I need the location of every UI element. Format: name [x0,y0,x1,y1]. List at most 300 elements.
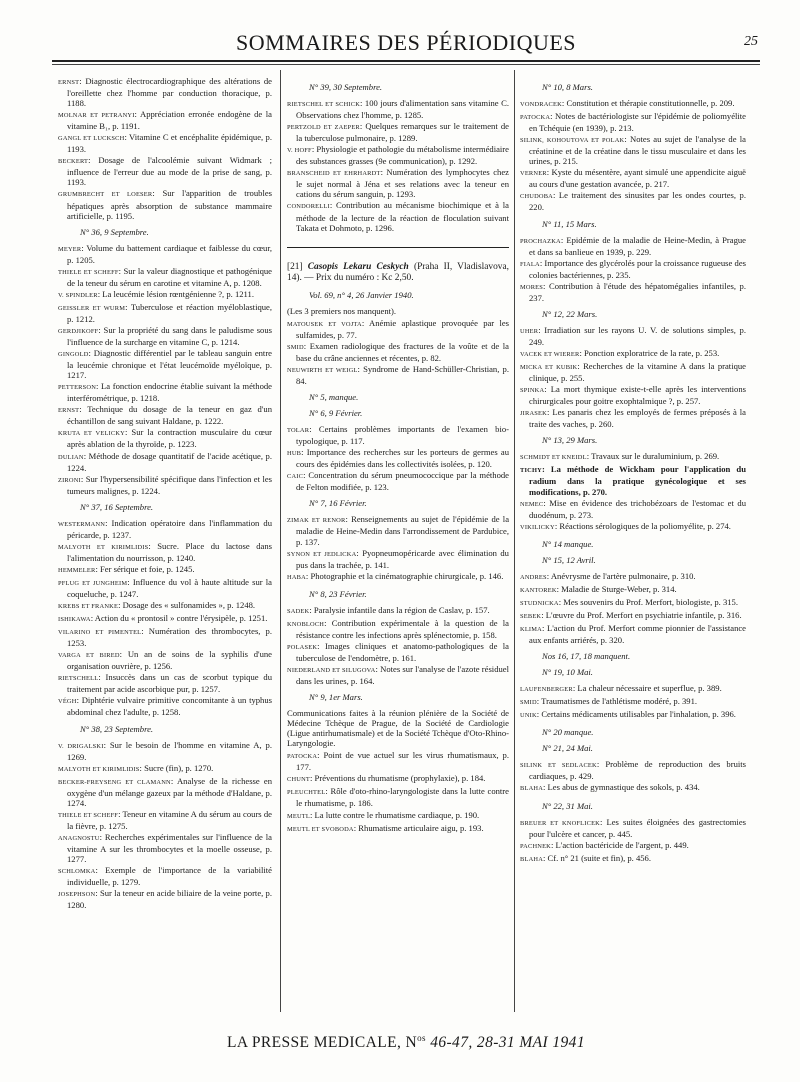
article-entry [58,348,272,380]
issue-heading: N° 14 manque. [542,538,594,549]
entry-title: : Technique du dosage de la teneur en gaz d'un échantillon de sang suivant Haldane, p. 1222. [67,404,272,427]
entry-title: : Volume du battement cardiaque et faiblesse du cœur, p. 1205. [67,242,272,265]
entry-title: : Examen radiologique des fractures de la voûte et de la base du crâne anciennes et récentes, p. 82. [296,340,509,363]
entry-title: : L'œuvre du Prof. Merfort en psychiatrie infantile, p. 316. [541,609,742,620]
article-entry [287,318,509,340]
article-entry [287,548,509,570]
entry-title: : Dosage de l'alcoolémie suivant Widmark ; influence de l'erreur due au mode de la prise de sang, p. 1193. [67,155,272,188]
article-entry [287,341,509,363]
article-entry [287,810,509,822]
entry-authors: NEUWIRTH ET WEIGL [287,366,358,374]
entry-title: : Sur la valeur diagnostique et pathogénique de la teneur du sérum en carotine et vitamine A, p. 1208. [67,265,272,288]
entry-authors: PATOCKA [520,114,551,122]
entry-title: : Les suites éloignées des gastrectomies pour l'ulcère et cancer, p. 445. [529,816,746,839]
entry-authors: MALYOTH ET KIRIMLIDIS [58,765,140,773]
section-divider [287,247,509,248]
article-entry [520,709,746,721]
entry-authors: VÉGH [58,698,77,706]
article-entry [520,597,746,609]
article-entry [58,577,272,599]
article-entry [58,243,272,265]
entry-title: : Pyopneumopéricarde avec élimination du pus dans la trachée, p. 141. [296,547,509,570]
entry-title: : Numération des lymphocytes chez le sujet normal à Jéna et ses relations avec la teneur en cations du sérum sanguin, p. 1293. [296,167,509,200]
article-entry [58,600,272,612]
entry-authors: SMID [520,699,537,707]
entry-title: : Rhumatisme articulaire aigu, p. 193. [353,822,484,833]
article-entry [58,695,272,717]
entry-title: : Teneur en vitamine A du sérum au cours de la fièvre, p. 1275. [67,808,272,831]
entry-authors: FIALA [520,260,540,268]
entry-title: : Contribution au mécanisme biochimique et à la méthode de la lecture de la réaction de floculation suivant Takata et Dohmoto, p. 1296. [296,200,509,233]
entry-title: : Influence du vol à haute altitude sur la coqueluche, p. 1247. [67,576,272,600]
entry-authors: WESTERMANN [58,520,106,528]
entry-authors: ERNST [58,407,80,415]
article-entry [58,809,272,831]
entry-title: : Appréciation erronée endogène de la vitamine B₁, p. 1191. [67,109,272,132]
entry-authors: V. HOFF [287,147,312,155]
article-entry [58,188,272,220]
article-entry [287,144,509,166]
entry-title: : Traumatismes de l'athlétisme modéré, p. 391. [536,696,698,707]
entry-title: : Sucre. Place du lactose dans l'alimentation du nourrisson, p. 1240. [67,540,272,563]
entry-authors: HUB [287,450,302,458]
entry-title: : Anévrysme de l'artère pulmonaire, p. 310. [546,570,696,581]
issue-heading: N° 13, 29 Mars. [542,435,598,446]
entry-authors: MATOUSEK ET VOJTA [287,320,362,328]
article-entry [287,424,509,446]
article-entry [520,111,746,133]
column-3 [520,76,746,1008]
entry-title: : Réactions sérologiques de la poliomyélite, p. 274. [554,520,731,531]
article-entry [58,613,272,625]
entry-authors: ANAGNOSTU [58,834,100,842]
entry-authors: GINGOLD [58,351,89,359]
header-rule-thin [52,64,760,65]
issue-heading: Vol. 69, n° 4, 26 Janvier 1940. [309,289,414,300]
issue-heading: N° 6, 9 Février. [309,408,363,419]
article-entry [287,641,509,663]
entry-authors: CHUNT [287,776,311,784]
entry-authors: VIKILICKY [520,523,555,531]
entry-authors: UNIK [520,712,537,720]
article-entry [520,584,746,596]
journal-number: [21] [287,261,308,272]
entry-title: : Ponction exploratrice de la rate, p. 253. [579,347,720,358]
entry-title: : Notes sur l'analyse de l'azote résiduel dans les urines, p. 164. [296,663,509,687]
article-entry [287,773,509,785]
article-entry [520,167,746,189]
article-entry [520,683,746,695]
article-entry [520,521,746,533]
article-entry [58,672,272,694]
entry-title: : Diagnostic différentiel par le tableau sanguin entre la leucémie chronique et l'état leucémoïde myéloïque, p. 1217. [67,348,272,381]
entry-title: : La fonction endocrine établie suivant la méthode interférométrique, p. 1218. [67,381,272,404]
entry-title: : Méthode de dosage quantitatif de l'acide acétique, p. 1224. [67,450,272,473]
article-entry [287,121,509,143]
article-entry [58,427,272,449]
article-entry [520,451,746,463]
entry-title: : Photographie et la cinématographie chirurgicale, p. 146. [305,570,504,581]
entry-authors: VERNER [520,170,547,178]
article-entry [287,571,509,583]
entry-title: : Renseignements au sujet de l'épidémie de la maladie de Heine-Medin dans l'arrondissement de Pardubice, p. 137. [296,514,509,547]
article-entry [58,155,272,187]
entry-title: : Contribution à l'étude des hépatomégalies infantiles, p. 237. [529,280,746,303]
issue-heading: N° 15, 12 Avril. [542,554,596,565]
entry-authors: BREUER ET KNOFLICEK [520,819,600,827]
entry-title: : Dosage des « sulfonamides », p. 1248. [118,600,256,611]
article-entry [520,464,746,496]
entry-authors: SILINK ET SEDLACEK [520,762,597,770]
entry-title: : L'action du Prof. Merfort comme pionnier de l'assistance aux enfants arriérés, p. 320. [529,622,746,646]
entry-authors: RIETSCHEL ET SCHICK [287,101,361,109]
entry-authors: STUDNICKA [520,599,559,607]
entry-authors: KLIMA [520,625,542,633]
entry-authors: PETTERSON [58,384,97,392]
entry-title: : La leucémie lésion rœntgénienne ?, p. 1211. [97,288,254,299]
entry-title: : Les panaris chez les employés de fermes préposés à la traite des vaches, p. 260. [529,407,746,430]
entry-title: : Préventions du rhumatisme (prophylaxie), p. 184. [310,773,486,784]
entry-authors: MORES [520,283,544,291]
page-number: 25 [744,34,758,49]
entry-authors: VACEK ET WIERER [520,350,580,358]
column-divider [280,70,281,1012]
article-entry [58,740,272,762]
entry-authors: TICHY [520,467,542,475]
entry-title: : Le traitement des sinusites par les ondes courtes, p. 220. [529,190,746,213]
entry-title: : Recherches expérimentales sur l'influence de la vitamine A sur les thrombocytes et la moelle osseuse, p. 1277. [67,831,272,865]
column-2 [287,76,509,1008]
entry-title: : Diagnostic électrocardiographique des altérations de l'oreillette chez l'homme par conduction thoracique, p. 1188. [67,76,272,109]
issue-heading: N° 11, 15 Mars. [542,218,597,229]
entry-title: : Sur le besoin de l'homme en vitamine A, p. 1269. [67,739,272,762]
entry-title: : La méthode de Wickham pour l'application du radium dans la pratique gynécologique et ses modifications, p. 270. [529,464,746,497]
entry-title: : Les abus de gymnastique des sokols, p. 434. [543,782,700,793]
entry-title: : 100 jours d'alimentation sans vitamine C. Observations chez l'homme, p. 1285. [296,98,509,121]
entry-title: : Sur l'hypersensibilité spécifique dans l'infection et les tumeurs malignes, p. 1224. [67,473,272,496]
entry-authors: RIETSCHELL [58,675,99,683]
article-entry [58,76,272,108]
entry-authors: PACHNEK [520,842,551,850]
article-entry [287,167,509,199]
entry-authors: HABA [287,573,306,581]
paragraph: (Les 3 premiers nos manquent). [287,305,397,316]
entry-authors: CAIC [287,473,304,481]
article-entry [287,605,509,617]
article-entry [520,696,746,708]
entry-title: : Sur la propriété du sang dans le paludisme sous l'influence de la surcharge en vitamine C, p. 1214. [67,324,272,348]
column-1 [58,76,272,1008]
article-entry [58,832,272,864]
article-entry [520,281,746,303]
page-footer [52,1033,760,1052]
article-entry [58,451,272,473]
entry-title: : Vitamine C et encéphalite épidémique, p. 1193. [67,132,272,155]
entry-authors: GERDJIKOFF [58,327,99,335]
article-entry [287,664,509,686]
entry-title: : Sur l'apparition de troubles hépatiques après absorption de substance mammaire artificielle, p. 1195. [67,188,272,221]
footer-journal: LA PRESSE MEDICALE, N [227,1034,418,1051]
entry-authors: BRANSCHEID ET EHRHARDT [287,170,381,178]
article-entry [58,132,272,154]
issue-heading: N° 39, 30 Septembre. [309,82,383,92]
entry-authors: MEYER [58,245,82,253]
entry-title: : Tuberculose et réaction myéloblastique, p. 1212. [67,301,272,324]
entry-authors: MOLNAR ET PETRANYI [58,112,135,120]
entry-title: : Certains problèmes importants de l'examen bio-typologique, p. 117. [296,424,509,447]
entry-title: : Epidémie de la maladie de Heine-Medin, à Prague et dans sa banlieue en 1939, p. 229. [529,234,746,257]
article-entry [287,200,509,232]
issue-heading: N° 10, 8 Mars. [542,82,593,92]
entry-authors: V. SPINDLER [58,291,98,299]
issue-heading: N° 38, 23 Septembre. [80,723,154,734]
entry-authors: ERNST [58,79,80,86]
entry-authors: NIEDERLAND ET SILUGOVA [287,666,376,674]
entry-authors: SPINKA [520,387,545,395]
entry-authors: LAUFENBERGER [520,686,573,694]
entry-authors: PERTZOLD ET ZAEPER [287,124,360,132]
journal-details: (Praha II, Vladislavova, 14). — Prix du numéro : Kc 2,50. [287,261,509,283]
entry-authors: THIELE ET SCHEFF [58,268,119,276]
article-entry [58,888,272,910]
entry-authors: MEUTL [287,812,311,820]
entry-title: : Exemple de l'importance de la variabilité individuelle, p. 1279. [67,865,272,888]
entry-authors: CONDORELLI [287,203,330,211]
article-entry [287,786,509,808]
article-entry [520,348,746,360]
entry-authors: SCHMIDT ET KNEIDL [520,454,587,462]
article-entry [520,258,746,280]
issue-heading: Nos 16, 17, 18 manquent. [542,651,631,662]
entry-title: : Cf. n° 21 (suite et fin), p. 456. [543,852,651,863]
entry-authors: V. DRIGALSKI [58,742,104,750]
article-entry [520,190,746,212]
footer-nos: os [417,1032,426,1043]
entry-title: : Problème de reproduction des bruits cardiaques, p. 429. [529,759,746,782]
entry-authors: SADEK [287,607,310,615]
issue-heading: N° 21, 24 Mai. [542,743,593,754]
article-entry [58,381,272,403]
entry-authors: VILARINO ET PIMENTEL [58,629,142,637]
entry-authors: KANTOREK [520,586,557,594]
article-entry [520,571,746,583]
entry-title: : Un an de soins de la syphilis d'une organisation ouvrière, p. 1256. [67,649,272,672]
issue-heading: N° 12, 22 Mars. [542,308,598,319]
article-entry [520,782,746,794]
footer-issue: 46-47, [425,1034,477,1051]
entry-authors: VARGA ET BIRED [58,652,120,660]
article-entry [58,865,272,887]
entry-authors: SMID [287,343,304,351]
article-entry [58,626,272,648]
article-entry [287,98,509,120]
issue-heading: N° 9, 1er Mars. [309,692,363,703]
issue-heading: N° 7, 16 Février. [309,498,367,509]
article-entry [520,840,746,852]
article-entry [58,474,272,496]
entry-authors: MEUTL ET SVOBODA [287,825,354,833]
article-entry [520,98,746,110]
entry-title: : Diphtérie vulvaire primitive concomitante à un typhus abdominal chez l'adulte, p. 1258. [67,695,272,718]
entry-authors: GRUMBRECHT ET LOESER [58,191,153,199]
entry-authors: BECKERT [58,158,89,166]
journal-heading [287,262,509,284]
entry-title: : Certains médicaments utilisables par l'inhalation, p. 396. [536,709,736,720]
entry-title: : Travaux sur le duraluminium, p. 269. [586,451,720,462]
article-entry [287,447,509,469]
article-entry [520,610,746,622]
entry-title: : Fer sérique et foie, p. 1245. [95,563,195,574]
article-entry [58,541,272,563]
entry-authors: SCHLOMKA [58,868,96,876]
entry-authors: ISHIKAWA [58,616,91,624]
issue-heading: N° 19, 10 Mai. [542,667,593,678]
entry-title: : Point de vue actuel sur les virus rhumatismaux, p. 177. [296,750,509,773]
entry-title: : Insuccès dans un cas de scorbut typique du traitement par acide ascorbique pur, p. 1257. [67,672,272,695]
issue-heading: N° 20 manque. [542,727,594,738]
issue-heading: N° 37, 16 Septembre. [80,501,154,512]
entry-title: : Notes de bactériologiste sur l'épidémie de poliomyélite en Tchéquie (en 1939), p. 213. [529,111,746,134]
article-entry [520,134,746,166]
journal-title: Casopis Lekaru Ceskych [307,261,409,272]
entry-title: : Sur la teneur en acide biliaire de la veine porte, p. 1280. [67,888,272,911]
entry-authors: BLAHA [520,785,544,793]
article-entry [520,407,746,429]
entry-authors: PLEUCHTEL [287,789,326,797]
entry-title: : Action du « prontosil » contre l'érysipèle, p. 1251. [90,613,268,624]
entry-authors: KNOBLOCH [287,620,325,628]
header-rule [52,60,760,62]
entry-title: : Paralysie infantile dans la région de Caslav, p. 157. [309,604,490,615]
article-entry [58,302,272,324]
article-entry [520,817,746,839]
entry-authors: ZIRONI [58,476,81,484]
entry-title: : Concentration du sérum pneumococcique par la méthode de Felton modifiée, p. 123. [296,470,509,493]
entry-authors: NEMEC [520,500,544,508]
entry-authors: TOLAR [287,427,310,435]
entry-title: : Contribution expérimentale à la question de la résistance contre les infections après splénectomie, p. 158. [296,617,509,640]
entry-authors: JIRASEK [520,410,547,418]
entry-title: : Mes souvenirs du Prof. Merfort, biologiste, p. 315. [558,596,738,607]
entry-title: : Kyste du mésentère, ayant simulé une appendicite aiguë au cours d'une gestation avancée, p. 217. [529,167,746,190]
entry-authors: VONDRACEK [520,101,562,109]
entry-title: : Rôle d'oto-rhino-laryngologiste dans la lutte contre le rhumatisme, p. 186. [296,786,509,809]
article-entry [520,235,746,257]
article-entry [287,750,509,772]
entry-title: : Constitution et thérapie constitutionnelle, p. 209. [561,98,735,109]
article-entry [58,776,272,808]
entry-authors: MALYOTH ET KIRIMLIDIS [58,543,149,551]
article-entry [287,618,509,640]
entry-authors: GEISSLER ET WURM [58,304,126,312]
article-entry [287,470,509,492]
entry-title: : Indication opératoire dans l'inflammation du péricarde, p. 1237. [67,517,272,540]
article-entry [58,649,272,671]
article-entry [58,325,272,347]
entry-title: : La mort thymique existe-t-elle après les interventions chirurgicales pour goitre exophtalmique ?, p. 257. [529,384,746,407]
entry-title: : L'action bactéricide de l'argent, p. 449. [551,839,689,850]
entry-authors: THIELE ET SCHEFF [58,811,119,819]
entry-title: : Images cliniques et anatomo-pathologiques de la tuberculose de l'endomètre, p. 161. [296,640,509,663]
article-entry [520,853,746,865]
entry-title: : Analyse de la richesse en oxygène d'un mélange gazeux par la méthode d'Haldane, p. 1274. [67,775,272,808]
entry-authors: MICKA ET KUBIK [520,364,578,372]
paragraph: Communications faites à la réunion plénière de la Société de Médecine Tchèque de Prague, de la Société de Cardiologie (Ligue antirhumatismale) et de la Société Tchèque d'Oto-Rhino-Laryngologie. [287,708,509,749]
entry-authors: SILINK, KOHOUTOVA ET POLAK [520,137,625,145]
entry-title: : Quelques remarques sur le traitement de la tuberculose pulmonaire, p. 1289. [296,121,509,144]
entry-title: : Sucre (fin), p. 1270. [139,762,214,773]
entry-authors: ANDRES [520,573,547,581]
entry-authors: KRUTA ET VELICKY [58,430,125,438]
article-entry [287,364,509,386]
entry-title: : Irradiation sur les rayons U. V. de solutions simples, p. 249. [529,324,746,347]
article-entry [520,623,746,645]
entry-title: : Recherches de la vitamine A dans la pratique clinique, p. 255. [529,361,746,384]
entry-title: : Importance des glycérolés pour la croissance rugueuse des colonies bactériennes, p. 235. [529,257,746,280]
entry-authors: PFLUG ET JUNGHEIM [58,579,128,587]
issue-heading: N° 8, 23 Février. [309,588,367,599]
entry-authors: PATOCKA [287,753,318,761]
entry-authors: GANGL ET LUCKSCH [58,135,125,143]
page-title: SOMMAIRES DES PÉRIODIQUES [235,30,577,55]
entry-authors: SYNON ET JEDLICKA [287,550,357,558]
entry-title: : Anémie aplastique provoquée par les sulfamides, p. 77. [296,317,509,340]
entry-authors: ZIMAK ET RENOR [287,517,346,525]
article-entry [58,564,272,576]
article-entry [58,404,272,426]
entry-authors: SEBEK [520,612,542,620]
entry-title: : Notes au sujet de l'analyse de la créatinine et de la créatine dans le tissu musculaire et dans les urines, p. 215. [529,134,746,167]
column-divider [514,70,515,1012]
article-entry [287,823,509,835]
entry-title: : La lutte contre le rhumatisme cardiaque, p. 190. [310,809,480,820]
entry-authors: JOSEPHSON [58,891,96,899]
entry-authors: POLASEK [287,643,318,651]
issue-heading: N° 5, manque. [309,391,359,402]
article-entry [520,361,746,383]
issue-heading: N° 22, 31 Mai. [542,800,593,811]
article-entry [520,498,746,520]
entry-title: : Numération des thrombocytes, p. 1253. [67,626,272,649]
article-entry [58,289,272,301]
entry-title: : Sur la contraction musculaire du cœur après ablation de la thyroïde, p. 1223. [67,427,272,450]
entry-title: : Maladie de Sturge-Weber, p. 314. [556,583,677,594]
entry-authors: HEMMELER [58,566,96,574]
article-entry [58,109,272,131]
article-entry [520,384,746,406]
article-entry [520,759,746,781]
article-entry [287,514,509,546]
entry-authors: UHER [520,327,539,335]
entry-authors: BLAHA [520,855,544,863]
entry-authors: KREBS ET FRANKE [58,603,119,611]
entry-title: : Physiologie et pathologie du métabolisme intermédiaire des substances grasses (9e communication), p. 1292. [296,144,509,167]
entry-title: : La chaleur nécessaire et superflue, p. 389. [572,683,722,694]
article-entry [58,266,272,288]
entry-title: : Mise en évidence des trichobézoars de l'estomac et du duodénum, p. 273. [529,497,746,520]
entry-authors: CHUDOBA [520,193,554,201]
entry-authors: PROCHAZKA [520,237,561,245]
entry-title: : Importance des recherches sur les porteurs de germes au cours des épidémies dans les collectivités isolées, p. 120. [296,447,509,470]
page-header [52,30,760,62]
article-entry [58,763,272,775]
entry-authors: BECKER-FREYSENG ET CLAMANN [58,778,171,786]
issue-heading: N° 36, 9 Septembre. [80,226,149,237]
entry-authors: DULIAN [58,453,84,461]
footer-date: 28-31 MAI 1941 [476,1034,585,1051]
entry-title: : Syndrome de Hand-Schüller-Christian, p. 84. [296,363,509,386]
article-entry [58,518,272,540]
